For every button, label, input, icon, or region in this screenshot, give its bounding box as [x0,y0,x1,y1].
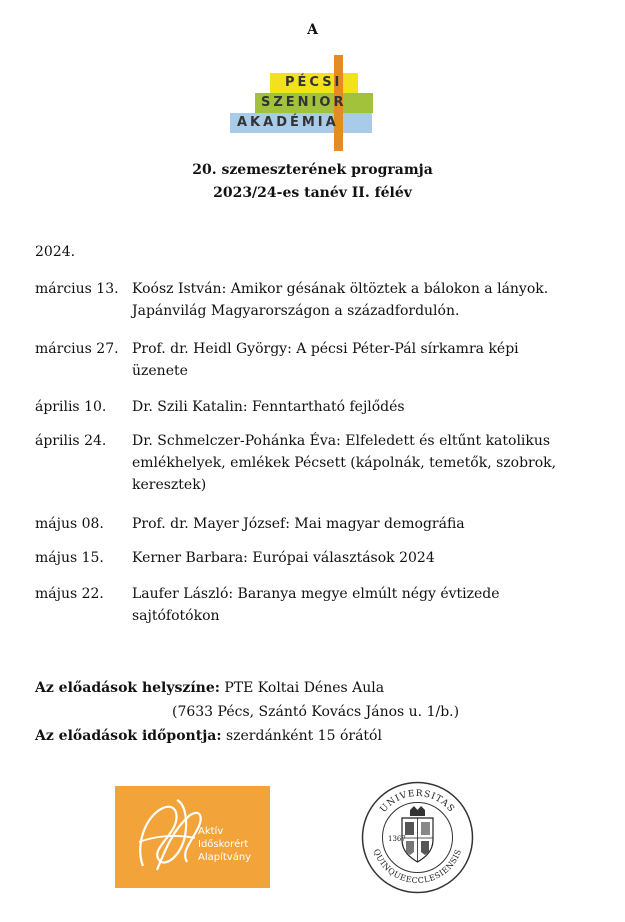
venue-time-label: Az előadások időpontja: [35,728,222,744]
university-seal-icon [360,780,475,895]
talk-line: Prof. dr. Heidl György: A pécsi Péter-Pál sírkamra képi [132,341,519,357]
talk-line: Dr. Schmelczer-Pohánka Éva: Elfeledett és eltűnt katolikus [132,433,551,449]
program-talk [132,338,607,382]
program-date: május 15. [35,550,104,566]
foundation-logo [115,786,270,888]
subtitle-line-1: 20. szemeszterének programja [192,162,433,178]
logo-word-akademia: AKADÉMIA [237,115,339,130]
program-talk [132,278,607,322]
venue-address: (7633 Pécs, Szántó Kovács János u. 1/b.) [172,704,460,720]
program-talk [132,547,607,569]
talk-line: sajtófotókon [132,608,220,624]
talk-line: Kerner Barbara: Európai választások 2024 [132,550,435,566]
seal-text-top: UNIVERSITAS [378,788,457,815]
program-date: május 22. [35,586,104,602]
talk-line: emlékhelyek, emlékek Pécsett (kápolnák, temetők, szobrok, [132,455,557,471]
program-date: május 08. [35,516,104,532]
foundation-line: Aktív [198,826,224,837]
venue-location-value: PTE Koltai Dénes Aula [224,680,385,696]
talk-line: Dr. Szili Katalin: Fenntartható fejlődés [132,399,405,415]
venue-time [35,725,382,747]
program-date: április 10. [35,399,107,415]
academy-logo [228,55,378,155]
seal-text-bottom: QUINQUEECCLESIENSIS [371,847,464,886]
venue-location-label: Az előadások helyszíne: [35,680,220,696]
foundation-swirl-icon [115,786,270,888]
logo-word-pecsi: PÉCSI [285,75,343,90]
talk-line: Japánvilág Magyarországon a századfordulón. [132,303,460,319]
program-date: április 24. [35,433,107,449]
program-date: március 27. [35,341,119,357]
talk-line: üzenete [132,363,188,379]
program-year: 2024. [35,244,76,260]
talk-line: Laufer László: Baranya megye elmúlt négy évtizede [132,586,500,602]
foundation-line: Időskorért [198,839,249,850]
subtitle-line-2: 2023/24-es tanév II. félév [213,185,412,201]
venue-time-value: szerdánként 15 órától [225,728,382,744]
talk-line: keresztek) [132,477,207,493]
venue-location [35,677,384,699]
seal-year: 1367 [388,835,406,843]
program-talk [132,430,607,496]
program-talk [132,396,607,418]
talk-line: Prof. dr. Mayer József: Mai magyar demográfia [132,516,465,532]
logo-word-szenior: SZENIOR [261,95,347,110]
program-talk [132,583,607,627]
program-date: március 13. [35,281,119,297]
talk-line: Koósz István: Amikor gésának öltöztek a bálokon a lányok. [132,281,549,297]
program-talk [132,513,607,535]
foundation-line: Alapítvány [198,852,252,863]
header-article: A [307,22,318,38]
